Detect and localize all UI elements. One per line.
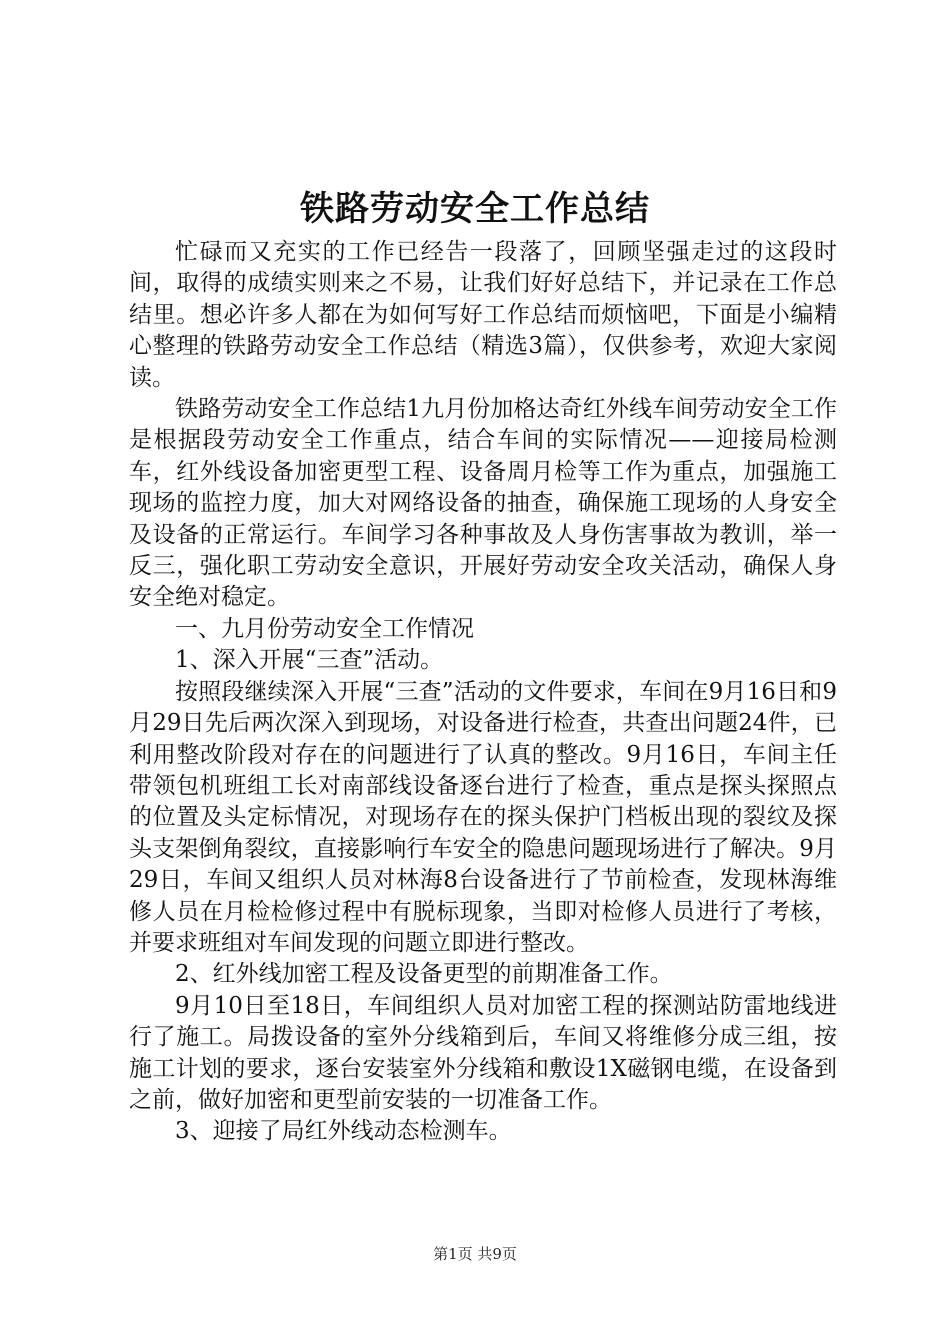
subheading-three-checks: 1、深入开展“三查”活动。 <box>175 647 444 674</box>
subheading-detection-car: 3、迎接了局红外线动态检测车。 <box>175 1118 512 1145</box>
paragraph-three-checks: 按照段继续深入开展“三查”活动的文件要求，车间在9月16日和9月29日先后两次深入到现场，对设备进行检查，共查出问题24件，已利用整改阶段对存在的问题进行了认真的整改。9月16日，车间主任带领包机班组工长对南部线设备逐台进行了检查，重点是探头探照点的位置及头定标情况，对现场存在的探头保护门档板出现的裂纹及探头支架倒角裂纹，直接影响行车安全的隐患问题现场进行了解决。9月29日，车间又组织人员对林海8台设备进行了节前检查，发现林海维修人员在月检检修过程中有脱标现象，当即对检修人员进行了考核，并要求班组对车间发现的问题立即进行整改。 <box>129 678 837 956</box>
paragraph-infrared-project: 9月10日至18日，车间组织人员对加密工程的探测站防雷地线进行了施工。局拨设备的室外分线箱到后，车间又将维修分成三组，按施工计划的要求，逐台安装室外分线箱和敷设1X磁钢电缆，在设备到之前，做好加密和更型前安装的一切准备工作。 <box>129 992 837 1113</box>
subheading-infrared-project: 2、红外线加密工程及设备更型的前期准备工作。 <box>175 961 673 988</box>
page-footer: 第1页 共9页 <box>433 1245 517 1263</box>
paragraph-intro: 忙碌而又充实的工作已经告一段落了，回顾坚强走过的这段时间，取得的成绩实则来之不易，让我们好好总结下，并记录在工作总结里。想必许多人都在为如何写好工作总结而烦恼吧，下面是小编精心整理的铁路劳动安全工作总结（精选3篇），仅供参考，欢迎大家阅读。 <box>129 239 837 391</box>
paragraph-summary-1: 铁路劳动安全工作总结1九月份加格达奇红外线车间劳动安全工作是根据段劳动安全工作重点，结合车间的实际情况——迎接局检测车，红外线设备加密更型工程、设备周月检等工作为重点，加强施工现场的监控力度，加大对网络设备的抽查，确保施工现场的人身安全及设备的正常运行。车间学习各种事故及人身伤害事故为教训，举一反三，强化职工劳动安全意识，开展好劳动安全攻关活动，确保人身安全绝对稳定。 <box>129 396 837 611</box>
document-title: 铁路劳动安全工作总结 <box>300 189 650 229</box>
section-heading-september: 一、九月份劳动安全工作情况 <box>175 615 474 642</box>
document-body <box>129 237 837 1148</box>
